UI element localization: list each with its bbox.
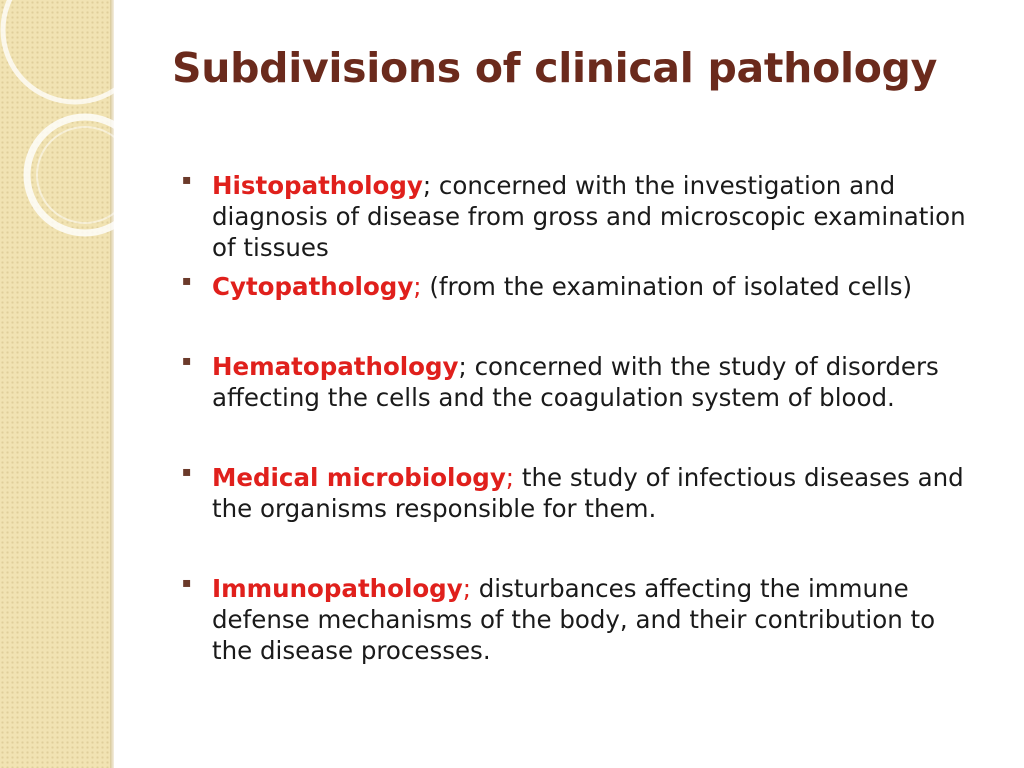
bullet-icon: ▪ xyxy=(182,464,192,480)
term-separator: ; xyxy=(422,171,432,200)
slide-title: Subdivisions of clinical pathology xyxy=(172,44,938,92)
concentric-circles-icon xyxy=(0,0,140,260)
term-immunopathology: Immunopathology xyxy=(212,574,463,603)
item-description: concerned with the study of disorders affecting the cells and the coagulation system of blood. xyxy=(212,352,939,412)
bullet-icon: ▪ xyxy=(182,353,192,369)
item-description: disturbances affecting the immune defense mechanisms of the body, and their contribution to the disease processes. xyxy=(212,574,936,665)
item-description: concerned with the investigation and diagnosis of disease from gross and microscopic examination of tissues xyxy=(212,171,966,262)
item-description: (from the examination of isolated cells) xyxy=(421,272,913,301)
term-separator: ; xyxy=(458,352,467,381)
list-item xyxy=(178,462,978,524)
bullet-icon: ▪ xyxy=(182,172,192,188)
item-description: the study of infectious diseases and the organisms responsible for them. xyxy=(212,463,964,523)
list-item xyxy=(178,170,978,263)
bullet-icon: ▪ xyxy=(182,273,192,289)
list-item xyxy=(178,271,978,302)
term-cytopathology: Cytopathology xyxy=(212,272,414,301)
bullet-list xyxy=(178,170,978,666)
term-separator: ; xyxy=(462,574,471,603)
bullet-icon: ▪ xyxy=(182,575,192,591)
term-hematopathology: Hematopathology xyxy=(212,352,459,381)
term-separator: ; xyxy=(505,463,515,492)
list-item xyxy=(178,351,978,413)
term-separator: ; xyxy=(413,272,422,301)
term-medical-microbiology: Medical microbiology xyxy=(212,463,506,492)
term-histopathology: Histopathology xyxy=(212,171,423,200)
list-item xyxy=(178,573,978,666)
